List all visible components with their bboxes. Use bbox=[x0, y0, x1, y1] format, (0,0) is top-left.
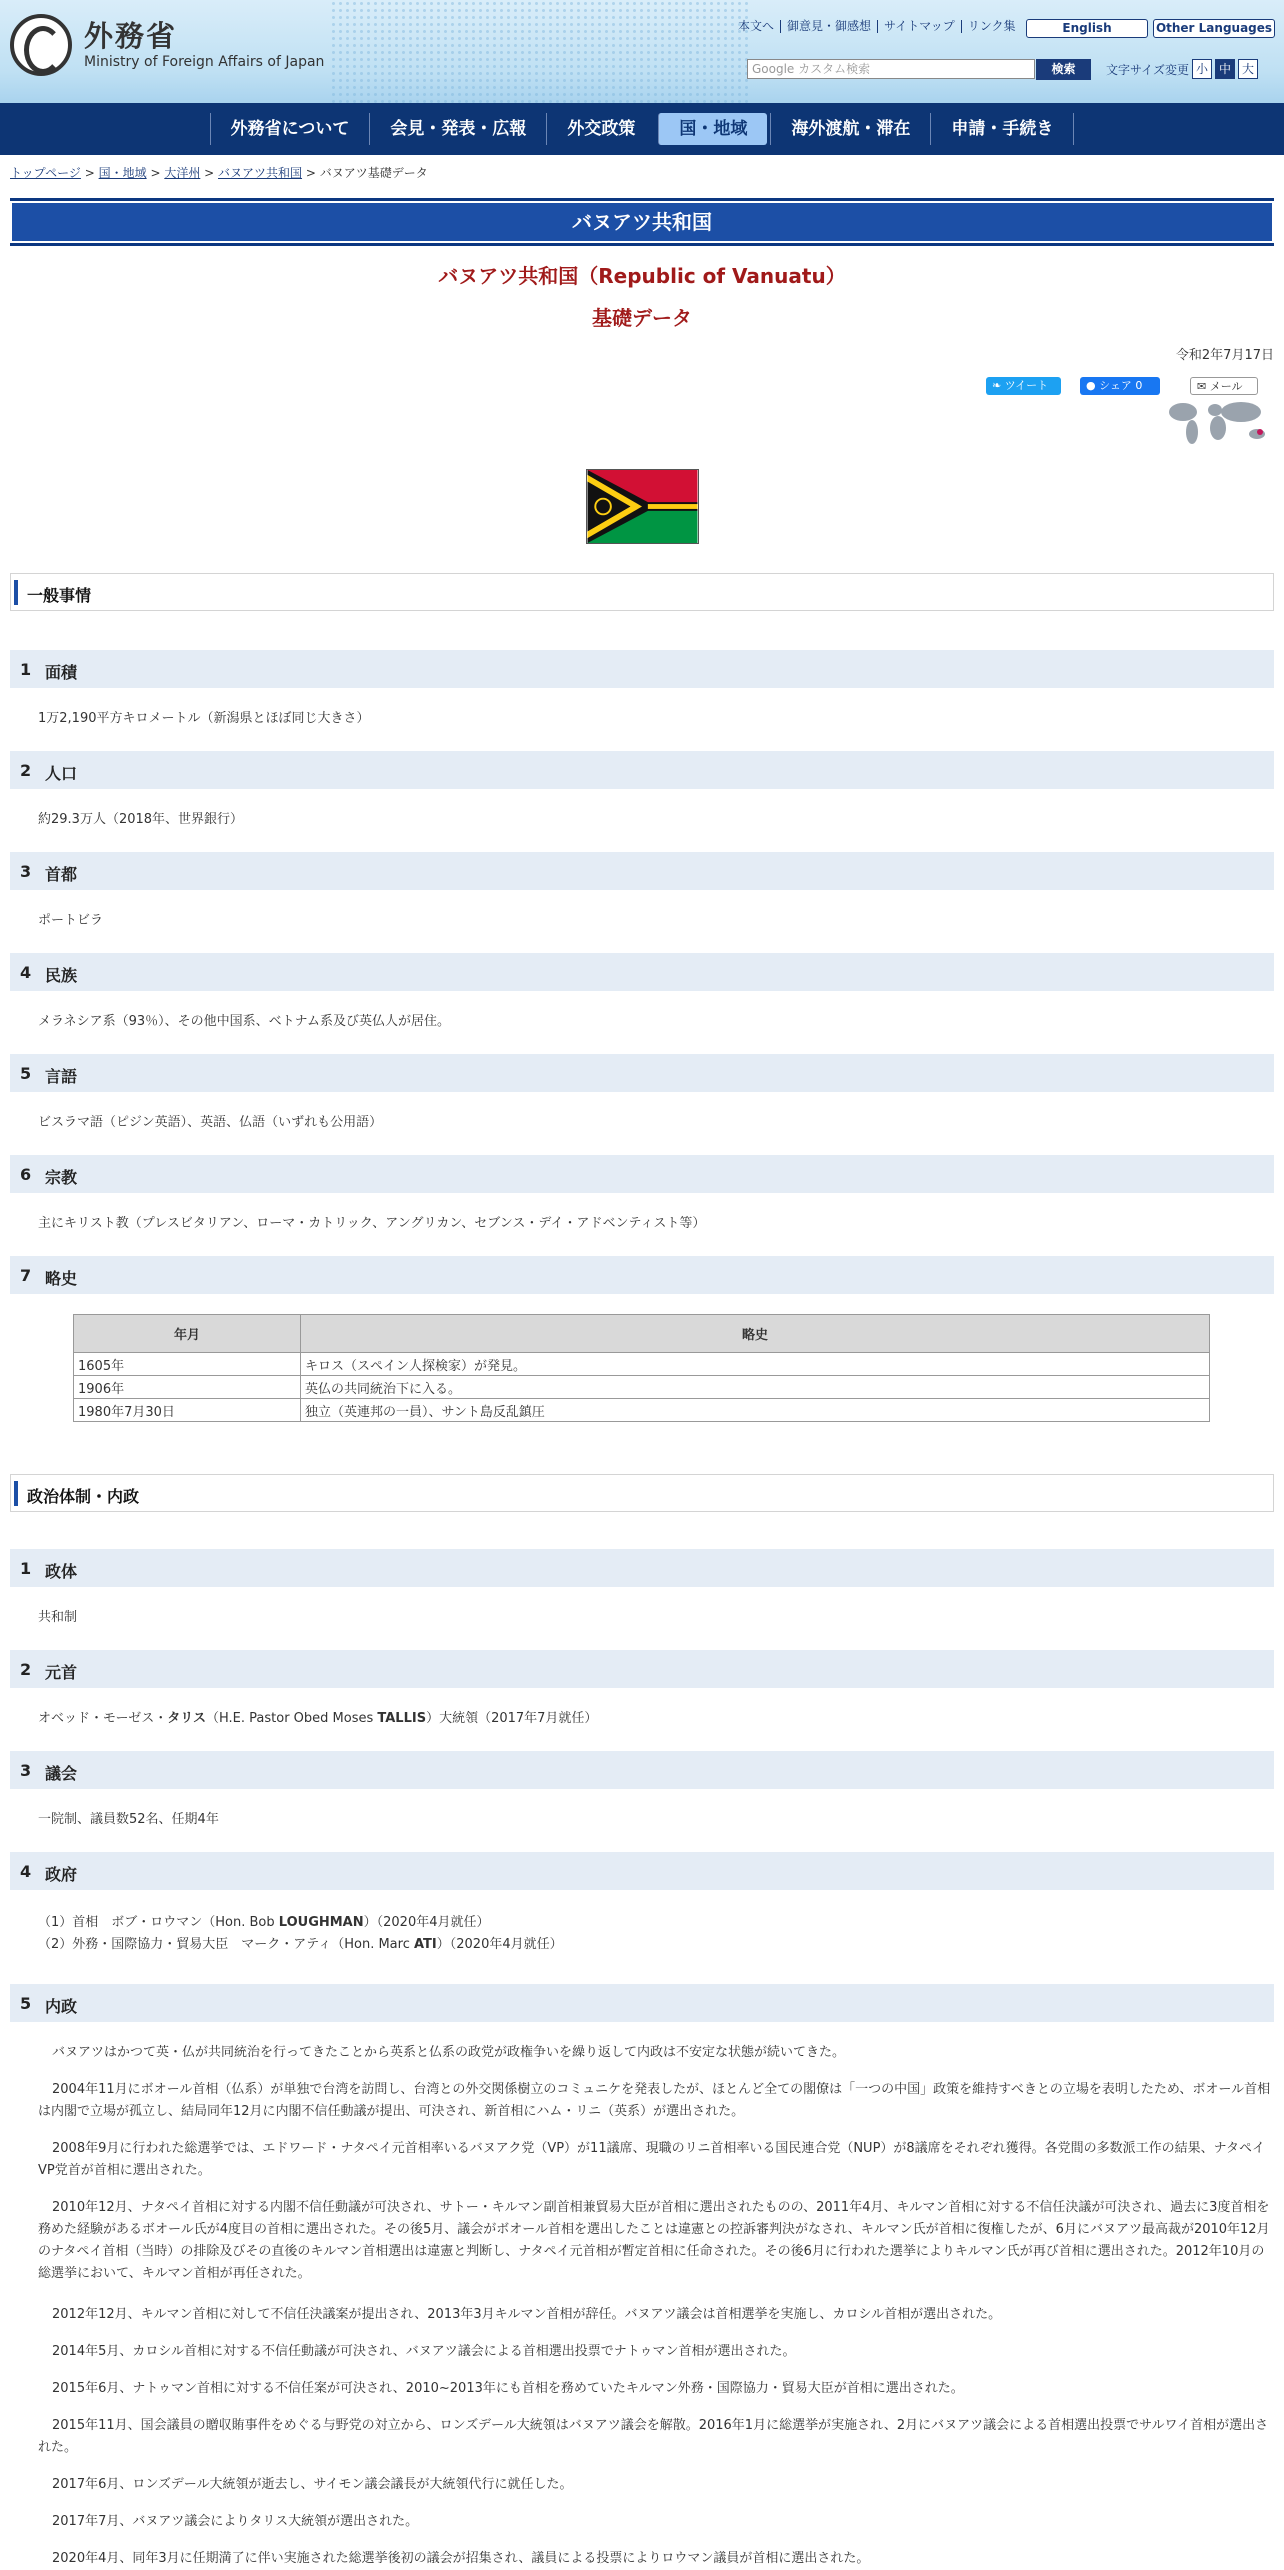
item-area-body: 1万2,190平方キロメートル（新潟県とほぼ同じ大きさ） bbox=[38, 711, 370, 726]
item-internal-affairs: 5 内政 bbox=[10, 1984, 1274, 2022]
history-table bbox=[73, 1314, 1210, 1422]
government-line: （2）外務・国際協力・貿易大臣 マーク・アティ（Hon. Marc ATI）（2020年4月就任） bbox=[38, 1937, 563, 1952]
mail-icon: ✉ bbox=[1197, 380, 1210, 393]
item-religion: 6 宗教 bbox=[10, 1155, 1274, 1193]
internal-paragraph: 2010年12月、ナタペイ首相に対する内閣不信任動議が可決され、サトー・キルマン副首相兼貿易大臣が首相に選出されたものの、2011年4月、キルマン首相に対する不信任決議が可決され、過去に3度首相を務めた経験があるボオール氏が4度目の首相に選出された。その後5月、議会がボオール首相を選出したことは違憲との控訴審判決がなされ、キルマン氏が首相に復権したが、6月にバヌアツ最高裁が2010年12月のナタペイ首相（当時）の排除及びその直後のキルマン首相選出は違憲と判断し、ナタペイ元首相が暫定首相に任命された。その後6月に行われた選挙によりキルマン氏が再び首相に選出された。2012年10月の総選挙において、キルマン首相が再任された。 bbox=[38, 2200, 1270, 2281]
item-capital: 3 首都 bbox=[10, 852, 1274, 890]
item-language-body: ビスラマ語（ピジン英語）、英語、仏語（いずれも公用語） bbox=[38, 1115, 383, 1130]
item-population-body: 約29.3万人（2018年、世界銀行） bbox=[38, 812, 244, 827]
item-parliament: 3 議会 bbox=[10, 1751, 1274, 1789]
item-ethnicity-body: メラネシア系（93％）、その他中国系、ベトナム系及び英仏人が居住。 bbox=[38, 1014, 451, 1029]
font-size-medium-button[interactable]: 中 bbox=[1215, 59, 1235, 79]
history-event: 独立（英連邦の一員）、サント島反乱鎮圧 bbox=[301, 1399, 1210, 1422]
history-col-event: 略史 bbox=[301, 1315, 1210, 1353]
item-area: 1 面積 bbox=[10, 650, 1274, 688]
item-capital-body: ポートビラ bbox=[38, 913, 104, 928]
history-date: 1980年7月30日 bbox=[74, 1399, 301, 1422]
search-button[interactable]: 検索 bbox=[1036, 59, 1091, 80]
share-buttons bbox=[0, 377, 1284, 399]
table-row bbox=[74, 1353, 1210, 1376]
history-event: 英仏の共同統治下に入る。 bbox=[301, 1376, 1210, 1399]
breadcrumb-sep: > bbox=[146, 166, 165, 180]
breadcrumb bbox=[0, 164, 1284, 181]
publish-date: 令和2年7月17日 bbox=[1175, 348, 1274, 363]
section-general: 一般事情 bbox=[10, 573, 1274, 611]
twitter-icon: ❧ bbox=[992, 379, 1005, 392]
internal-paragraph: 2017年7月、バヌアツ議会によりタリス大統領が選出された。 bbox=[52, 2514, 419, 2529]
util-link-main[interactable]: 本文へ bbox=[738, 19, 775, 33]
vanuatu-flag-icon bbox=[586, 469, 699, 544]
english-button[interactable]: English bbox=[1026, 19, 1148, 38]
internal-paragraph: 2015年6月、ナトゥマン首相に対する不信任案が可決され、2010~2013年にも首相を務めていたキルマン外務・国際協力・貿易大臣が首相に選出された。 bbox=[52, 2381, 964, 2396]
internal-paragraph: 2004年11月にボオール首相（仏系）が単独で台湾を訪問し、台湾との外交関係樹立のコミュニケを発表したが、ほとんど全ての閣僚は「一つの中国」政策を維持すべきとの立場を表明したため、ボオール首相は内閣で立場が孤立し、結局同年12月に内閣不信任動議が提出、可決され、新首相にハム・リニ（英系）が選出された。 bbox=[38, 2082, 1271, 2119]
global-nav bbox=[0, 103, 1284, 155]
breadcrumb-sep: > bbox=[302, 166, 320, 180]
font-size-small-button[interactable]: 小 bbox=[1192, 59, 1212, 79]
item-religion-body: 主にキリスト教（プレスビタリアン、ローマ・カトリック、アングリカン、セブンス・デイ・アドベンティスト等） bbox=[38, 1216, 706, 1231]
history-event: キロス（スペイン人探検家）が発見。 bbox=[301, 1353, 1210, 1376]
search-input[interactable]: Google カスタム検索 bbox=[747, 59, 1035, 79]
table-row bbox=[74, 1376, 1210, 1399]
item-parliament-body: 一院制、議員数52名、任期4年 bbox=[38, 1812, 219, 1827]
item-head-of-state-body: オベッド・モーゼス・タリス（H.E. Pastor Obed Moses TALLIS）大統領（2017年7月就任） bbox=[38, 1711, 598, 1726]
mofa-emblem-icon bbox=[10, 14, 72, 76]
breadcrumb-current: バヌアツ基礎データ bbox=[319, 166, 428, 180]
breadcrumb-oceania[interactable]: 大洋州 bbox=[164, 166, 201, 180]
table-row bbox=[74, 1399, 1210, 1422]
page-title: バヌアツ共和国（Republic of Vanuatu） bbox=[438, 264, 846, 288]
item-ethnicity: 4 民族 bbox=[10, 953, 1274, 991]
government-line: （1）首相 ボブ・ロウマン（Hon. Bob LOUGHMAN）（2020年4月就任） bbox=[38, 1915, 490, 1930]
world-map-icon bbox=[1165, 396, 1275, 451]
nav-countries[interactable]: 国・地域 bbox=[658, 113, 767, 145]
mail-button[interactable]: ✉ メール bbox=[1190, 377, 1258, 395]
history-col-date: 年月 bbox=[74, 1315, 301, 1353]
util-link-sitemap[interactable]: サイトマップ bbox=[877, 20, 961, 33]
page-subtitle: 基礎データ bbox=[592, 306, 692, 330]
breadcrumb-top[interactable]: トップページ bbox=[10, 166, 81, 180]
history-header-row bbox=[74, 1315, 1210, 1353]
internal-paragraph: 2015年11月、国会議員の贈収賄事件をめぐる与野党の対立から、ロンズデール大統領はバヌアツ議会を解散。2016年1月に総選挙が実施され、2月にバヌアツ議会による首相選出投票でサルワイ首相が選出された。 bbox=[38, 2418, 1269, 2455]
logo-en: Ministry of Foreign Affairs of Japan bbox=[84, 54, 325, 70]
page-title-bar: バヌアツ共和国 bbox=[10, 198, 1274, 246]
history-date: 1605年 bbox=[74, 1353, 301, 1376]
internal-paragraph: 2017年6月、ロンズデール大統領が逝去し、サイモン議会議長が大統領代行に就任した。 bbox=[52, 2477, 573, 2492]
site-header bbox=[0, 0, 1284, 103]
nav-procedures[interactable]: 申請・手続き bbox=[930, 113, 1074, 145]
item-polity: 1 政体 bbox=[10, 1549, 1274, 1587]
nav-about[interactable]: 外務省について bbox=[210, 113, 370, 145]
site-logo[interactable] bbox=[10, 14, 324, 76]
internal-paragraph: 2012年12月、キルマン首相に対して不信任決議案が提出され、2013年3月キルマン首相が辞任。バヌアツ議会は首相選挙を実施し、カロシル首相が選出された。 bbox=[52, 2307, 1002, 2322]
breadcrumb-sep: > bbox=[200, 166, 219, 180]
facebook-share-button[interactable]: ● シェア 0 bbox=[1080, 377, 1160, 395]
logo-jp: 外務省 bbox=[84, 19, 178, 53]
item-history: 7 略史 bbox=[10, 1256, 1274, 1294]
facebook-icon: ● bbox=[1086, 379, 1100, 392]
utility-links bbox=[732, 20, 1021, 33]
internal-paragraph: バヌアツはかつて英・仏が共同統治を行ってきたことから英系と仏系の政党が政権争いを繰り返して内政は不安定な状態が続いてきた。 bbox=[52, 2045, 846, 2060]
nav-press[interactable]: 会見・発表・広報 bbox=[369, 113, 546, 145]
breadcrumb-countries[interactable]: 国・地域 bbox=[98, 166, 147, 180]
history-date: 1906年 bbox=[74, 1376, 301, 1399]
item-government-body bbox=[38, 1912, 563, 1956]
font-size-label: 文字サイズ変更 bbox=[1106, 62, 1190, 77]
tweet-button[interactable]: ❧ ツイート bbox=[986, 377, 1061, 395]
internal-paragraph: 2008年9月に行われた総選挙では、エドワード・ナタペイ元首相率いるバヌアク党（VP）が11議席、現職のリニ首相率いる国民連合党（NUP）が8議席をそれぞれ獲得。各党間の多数派工作の結果、ナタペイVP党首が首相に選出された。 bbox=[38, 2141, 1266, 2178]
internal-paragraph: 2014年5月、カロシル首相に対する不信任動議が可決され、バヌアツ議会による首相選出投票でナトゥマン首相が選出された。 bbox=[52, 2344, 796, 2359]
item-population: 2 人口 bbox=[10, 751, 1274, 789]
item-language: 5 言語 bbox=[10, 1054, 1274, 1092]
section-politics: 政治体制・内政 bbox=[10, 1474, 1274, 1512]
font-size-large-button[interactable]: 大 bbox=[1238, 59, 1258, 79]
item-government: 4 政府 bbox=[10, 1852, 1274, 1890]
item-polity-body: 共和制 bbox=[38, 1610, 78, 1625]
font-size-control bbox=[1106, 59, 1258, 79]
internal-paragraph: 2020年4月、同年3月に任期満了に伴い実施された総選挙後初の議会が招集され、議員による投票によりロウマン議員が首相に選出された。 bbox=[52, 2551, 870, 2566]
other-languages-button[interactable]: Other Languages bbox=[1153, 19, 1275, 38]
world-map-background bbox=[330, 0, 750, 103]
nav-policy[interactable]: 外交政策 bbox=[546, 113, 655, 145]
item-head-of-state: 2 元首 bbox=[10, 1650, 1274, 1688]
breadcrumb-vanuatu[interactable]: バヌアツ共和国 bbox=[218, 166, 303, 180]
util-link-feedback[interactable]: 御意見・御感想 bbox=[780, 20, 877, 33]
util-link-links[interactable]: リンク集 bbox=[961, 20, 1022, 33]
breadcrumb-sep: > bbox=[80, 166, 99, 180]
nav-travel[interactable]: 海外渡航・滞在 bbox=[770, 113, 930, 145]
